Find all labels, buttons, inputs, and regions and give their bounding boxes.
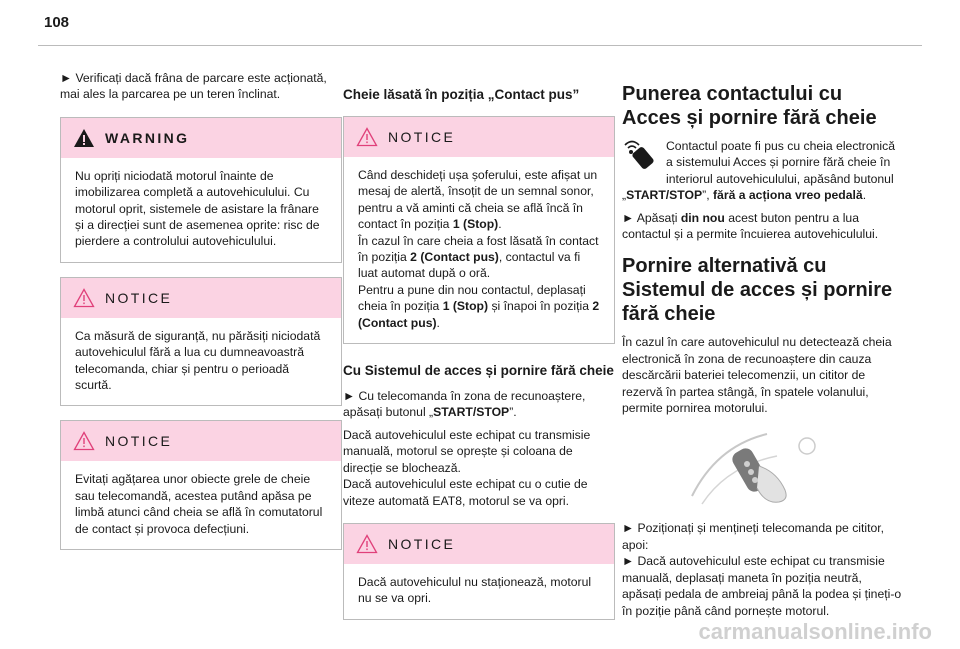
notice-box-3 (343, 116, 615, 344)
column-3 (622, 82, 902, 625)
notice-p3d: 2 (Contact pus) (358, 299, 600, 330)
notice-p1c: . (498, 217, 502, 232)
ignition-text-c: ”, (702, 188, 713, 203)
keyless-step-1a: ► Cu telecomanda în zona de recunoaștere, apăsați butonul „ (343, 389, 586, 420)
switch-off-c: acest buton pentru a lua contactul și a permite încuierea autovehiculului. (622, 210, 879, 242)
ignition-no-pedal: fără a acționa vreo pedală (712, 188, 863, 203)
notice-label-1: NOTICE (105, 289, 173, 306)
notice-header-3 (344, 117, 614, 157)
section-heading-ignition-keyless: Punerea contactului cu Acces și pornire fără cheie (622, 83, 877, 129)
switch-off-again: din nou (680, 210, 725, 225)
section-heading-keyless: Cu Sistemul de acces și pornire fără cheie (343, 363, 614, 379)
notice-p2c: , contactul va fi luat automat după o oră. (358, 250, 581, 281)
notice-header-4 (344, 524, 614, 564)
switch-off-step (622, 210, 902, 243)
warning-box (60, 117, 342, 263)
notice-box-2 (60, 420, 342, 550)
notice-text-2: Evitați agățarea unor obiecte grele de cheie sau telecomandă, acestea putând apăsa pe limbă atunci când cheia se află în comutatorul de contact și provoca defecțiuni. (75, 472, 323, 536)
notice-p2a: În cazul în care cheia a fost lăsată în contact în poziția (358, 233, 599, 265)
notice-p3c: și înapoi în poziția (488, 299, 593, 314)
warning-label: WARNING (105, 129, 190, 146)
notice-text-4: Dacă autovehiculul nu staționează, motorul nu se va opri. (358, 574, 592, 606)
notice-label-4: NOTICE (388, 535, 456, 552)
notice-p3a: Pentru a pune din nou contactul, deplasați cheia în poziția (358, 282, 586, 314)
ignition-start-stop: START/STOP (626, 188, 703, 203)
backup-reader-illustration (687, 426, 827, 506)
notice-icon (356, 127, 378, 147)
notice-p3e: . (436, 315, 440, 330)
backup-reader-text: În cazul în care autovehiculul nu detectează cheia electronică în zona de recunoaștere din cauza descărcării bateriei telecomenzii, un cititor de rezervă în partea stângă, în spatele volanului, permite pornirea motorului. (622, 335, 892, 416)
start-stop-label: START/STOP (433, 405, 510, 420)
notice-header-2 (61, 421, 341, 461)
notice-label-3: NOTICE (388, 128, 456, 145)
keyless-manual-text: Dacă autovehiculul este echipat cu transmisie manuală, motorul se oprește și coloana de direcție se blochează. (343, 427, 591, 475)
warning-header (61, 118, 341, 158)
column-2 (343, 70, 615, 634)
notice-p3b: 1 (Stop) (442, 299, 489, 314)
warning-text: Nu opriți niciodată motorul înainte de imobilizarea completă a autovehiculului. Cu motorul oprit, sistemele de asistare la frânare și a direcției sunt de asemenea oprite: risc de pierdere a controlului autovehiculului. (75, 168, 320, 249)
keyless-step-1c: ”. (509, 405, 517, 420)
notice-icon (73, 431, 95, 451)
notice-box-1 (60, 277, 342, 407)
keyless-auto-text: Dacă autovehiculul este echipat cu o cutie de viteze automată EAT8, motorul se va opri. (343, 477, 588, 508)
notice-p2b: 2 (Contact pus) (410, 250, 499, 265)
section-heading-backup-start: Pornire alternativă cu Sistemul de acces și pornire fără cheie (622, 255, 893, 326)
notice-text-3 (344, 157, 614, 343)
notice-box-4 (343, 523, 615, 620)
section-heading-key-left-on: Cheie lăsată în poziția „Contact pus” (343, 87, 580, 102)
page-number: 108 (44, 14, 70, 31)
switch-off-a: ► Apăsați (622, 210, 681, 225)
ignition-text-a: Contactul poate fi pus cu cheia electronică a sistemului Acces și pornire fără cheie în interiorul autovehiculului, apăsând butonul „ (622, 139, 895, 203)
keyless-key-icon (622, 138, 658, 172)
notice-text-1: Ca măsură de siguranță, nu părăsiți niciodată autovehiculul fără a lua cu dumneavoastră telecomanda, chiar și pentru o perioadă scurtă. (75, 328, 321, 393)
ignition-text (622, 138, 902, 204)
warning-filled-icon (73, 128, 95, 148)
intro-text: ► Verificați dacă frâna de parcare este acționată, mai ales la parcarea pe un teren înclinat. (60, 71, 327, 102)
ignition-text-e: . (862, 188, 867, 203)
notice-label-2: NOTICE (105, 433, 173, 450)
keyless-step-1 (343, 388, 615, 421)
top-rule (38, 45, 922, 46)
watermark: carmanualsonline.info (698, 619, 932, 644)
backup-step-1: ► Poziționați și mențineți telecomanda pe cititor, apoi: (622, 521, 885, 552)
column-1 (60, 70, 342, 564)
notice-p1b: 1 (Stop) (452, 217, 499, 232)
backup-step-2: ► Dacă autovehiculul este echipat cu transmisie manuală, deplasați maneta în poziția neutră, apăsați pedala de ambreiaj până la podea și țineți-o în poziție până când pornește motorul. (622, 554, 902, 618)
notice-icon (73, 288, 95, 308)
notice-icon (356, 534, 378, 554)
notice-p1a: Când deschideți ușa șoferului, este afișat un mesaj de alertă, însoțit de un semnal sonor, pentru a vă aminti că cheia se află încă în contact în poziția (358, 168, 598, 232)
notice-header-1 (61, 278, 341, 318)
